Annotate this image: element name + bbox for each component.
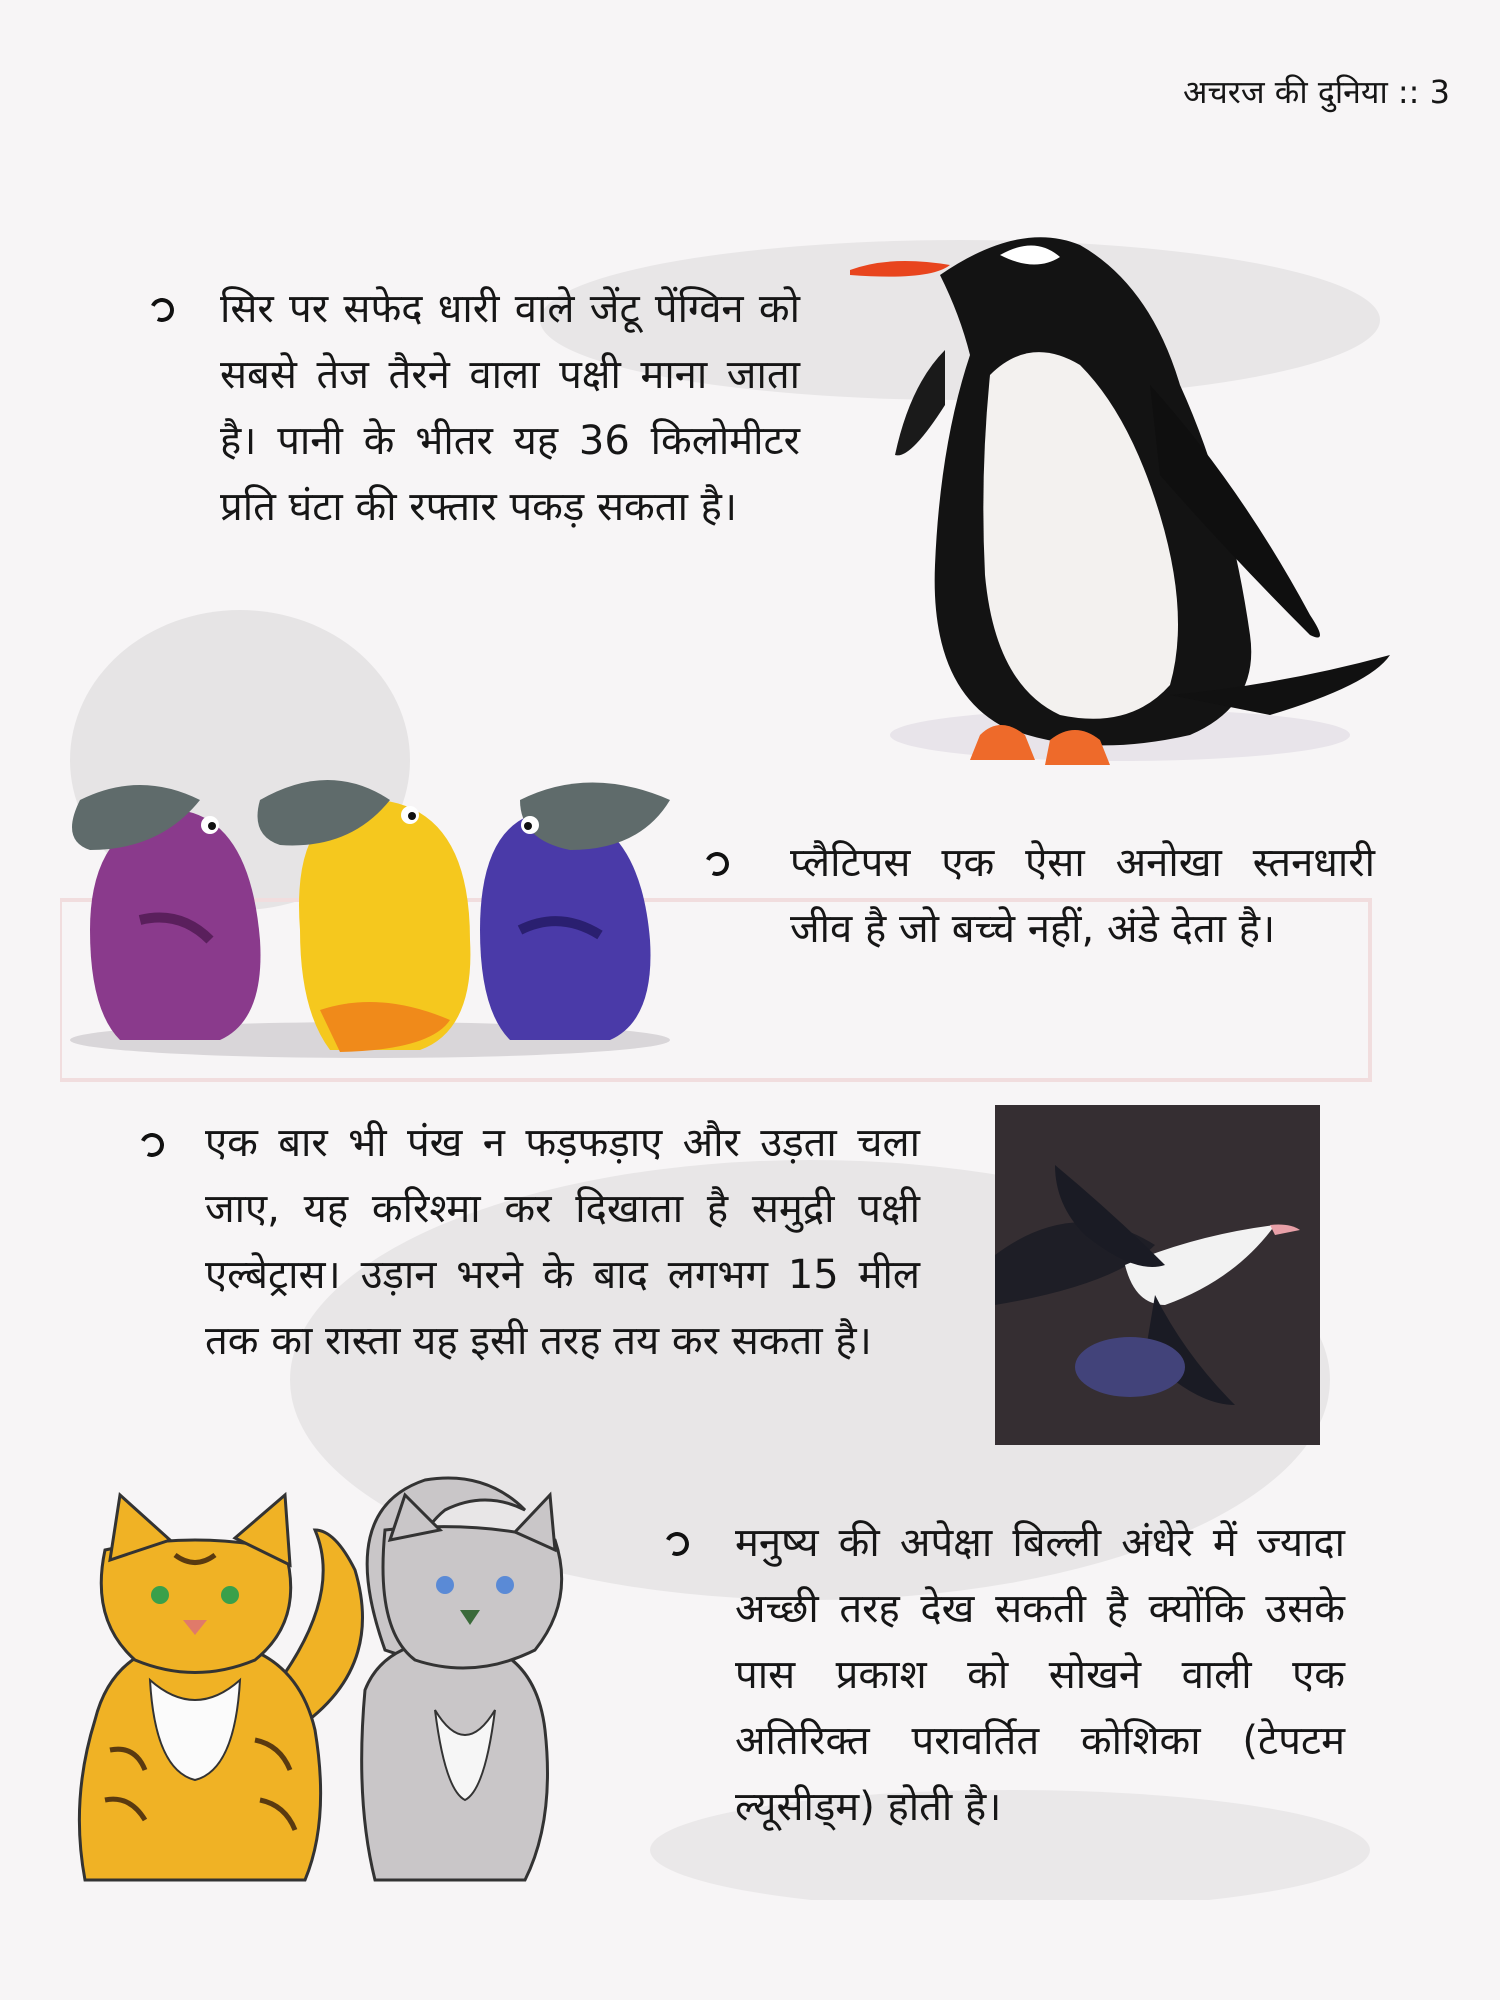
fact-albatross — [205, 1110, 920, 1374]
fact-text: प्लैटिपस एक ऐसा अनोखा स्तनधारी जीव है जो बच्चे नहीं, अंडे देता है। — [790, 840, 1375, 952]
fact-platypus — [790, 830, 1375, 962]
albatross-photo — [995, 1105, 1320, 1445]
two-cat-cartoons — [55, 1470, 695, 1895]
fact-text: सिर पर सफेद धारी वाले जेंटू पेंग्विन को सबसे तेज तैरने वाला पक्षी माना जाता है। पानी के भीतर यह 36 किलोमीटर प्रति घंटा की रफ्तार पकड़ सकता है। — [220, 286, 800, 530]
bullet-icon — [702, 849, 733, 880]
bullet-icon — [137, 1130, 168, 1161]
bullet-icon — [147, 295, 178, 326]
penguin-photo — [850, 215, 1390, 775]
fact-text: मनुष्य की अपेक्षा बिल्ली अंधेरे में ज्यादा अच्छी तरह देख सकती है क्योंकि उसके पास प्रकाश को सोखने वाली एक अतिरिक्त परावर्तित कोशिका (टेपटम ल्यूसीड्म) होती है। — [735, 1520, 1345, 1830]
fact-gentoo-penguin — [220, 276, 800, 540]
fact-text: एक बार भी पंख न फड़फड़ाए और उड़ता चला जाए, यह करिश्मा कर दिखाता है समुद्री पक्षी एल्बेट्रास। उड़ान भरने के बाद लगभग 15 मील तक का रास्ता यह इसी तरह तय कर सकता है। — [205, 1120, 920, 1364]
three-platypus-cartoons — [50, 740, 690, 1070]
fact-cat-vision — [735, 1510, 1345, 1840]
running-header: अचरज की दुनिया :: 3 — [1183, 73, 1450, 111]
